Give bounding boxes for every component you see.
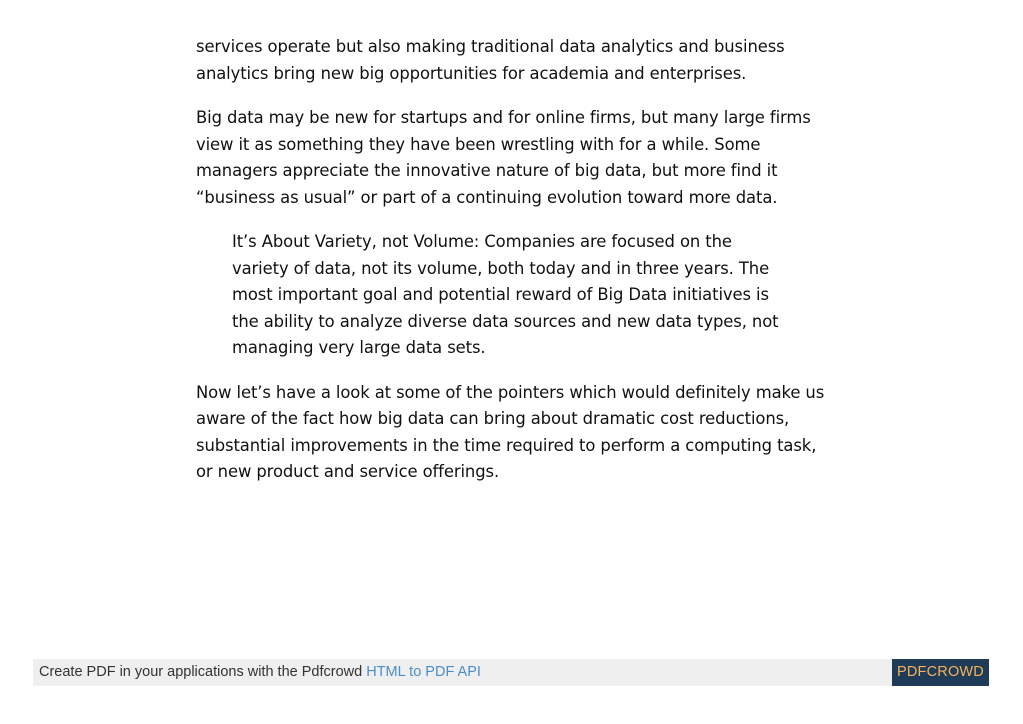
html-to-pdf-api-link[interactable]: HTML to PDF API <box>366 664 481 680</box>
quote-line: the ability to analyze diverse data sources and new data types, not <box>232 311 779 331</box>
text-line: Now let’s have a look at some of the pointers which would definitely make us <box>196 382 825 402</box>
paragraph-3 <box>196 380 836 486</box>
quote-line: managing very large data sets. <box>232 338 486 357</box>
text-line: Big data may be new for startups and for online firms, but many large firms <box>196 108 811 127</box>
blockquote <box>232 229 836 362</box>
paragraph-2 <box>196 105 836 211</box>
pdf-footer-bar <box>33 659 989 686</box>
paragraph-1 <box>196 34 836 87</box>
footer-prefix-text: Create PDF in your applications with the Pdfcrowd <box>39 664 367 680</box>
text-line: view it as something they have been wrestling with for a while. Some <box>196 134 761 154</box>
pdfcrowd-badge-button[interactable]: PDFCROWD <box>892 659 989 686</box>
text-line: aware of the fact how big data can bring about dramatic cost reductions, <box>196 409 790 428</box>
text-line: substantial improvements in the time required to perform a computing task, <box>196 435 817 455</box>
text-line: services operate but also making traditional data analytics and business <box>196 37 785 56</box>
text-line: managers appreciate the innovative nature of big data, but more find it <box>196 161 778 180</box>
text-line: “business as usual” or part of a continuing evolution toward more data. <box>196 187 778 207</box>
quote-line: variety of data, not its volume, both today and in three years. The <box>232 258 770 278</box>
article-body <box>196 34 836 504</box>
text-line: or new product and service offerings. <box>196 462 500 481</box>
quote-line: most important goal and potential reward of Big Data initiatives is <box>232 285 769 304</box>
text-line: analytics bring new big opportunities for academia and enterprises. <box>196 63 747 83</box>
quote-line: It’s About Variety, not Volume: Companies are focused on the <box>232 232 732 251</box>
footer-message <box>39 664 481 681</box>
